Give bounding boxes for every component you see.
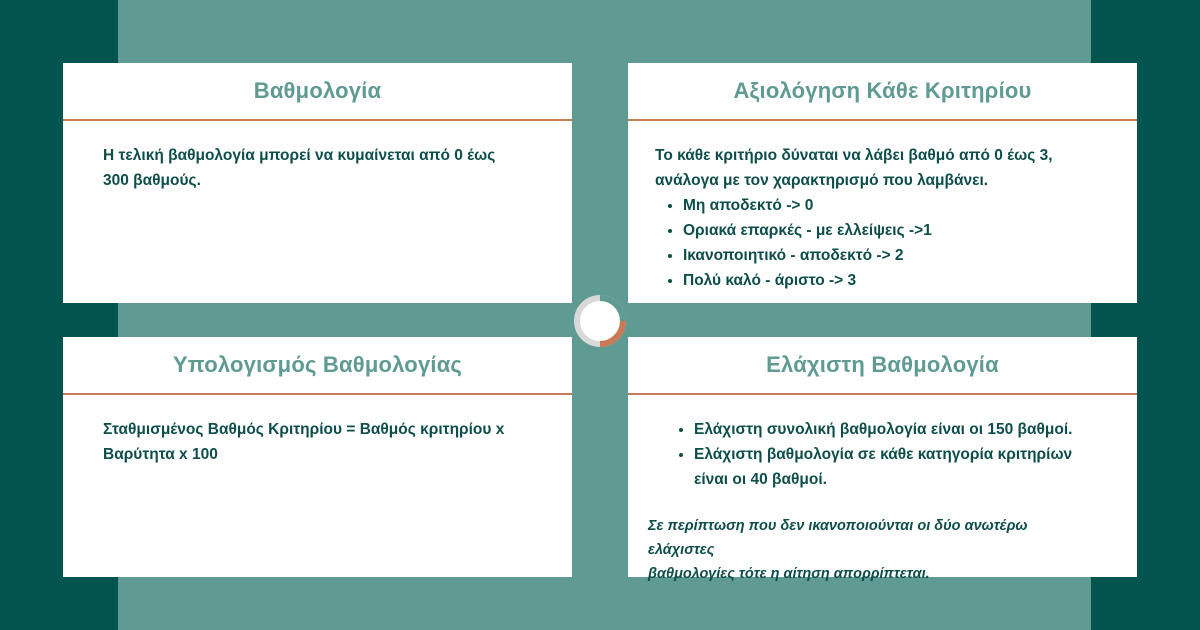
card-calculation-text <box>103 417 512 467</box>
card-calculation-title <box>63 337 572 395</box>
card-criteria-title-text: Αξιολόγηση Κάθε Κριτηρίου <box>733 78 1032 103</box>
card-minimum-body <box>628 395 1137 586</box>
card-criteria-text-line-2: ανάλογα με τον χαρακτηρισμό που λαμβάνει. <box>655 172 989 189</box>
card-minimum-title <box>628 337 1137 395</box>
card-criteria-text-line-1: Το κάθε κριτήριο δύναται να λάβει βαθμό από 0 έως 3, <box>655 147 1053 164</box>
list-item: • Οριακά επαρκές - με ελλείψεις ->1 <box>683 218 1087 243</box>
list-item: • Ικανοποιητικό - αποδεκτό -> 2 <box>683 243 1087 268</box>
minimum-item-2-line-2: είναι οι 40 βαθμοί. <box>694 471 827 488</box>
card-criteria <box>628 63 1137 303</box>
card-calculation <box>63 337 572 577</box>
card-criteria-text <box>655 143 1087 193</box>
note-line-2: βαθμολογίες τότε η αίτηση απορρίπτεται. <box>648 566 930 582</box>
card-criteria-title <box>628 63 1137 121</box>
note-line-1: Σε περίπτωση που δεν ικανοποιούνται οι δύο ανωτέρω ελάχιστες <box>648 518 1028 558</box>
list-item: • Πολύ καλό - άριστο -> 3 <box>683 268 1087 293</box>
card-grading-body <box>63 121 572 193</box>
list-item <box>694 442 1097 492</box>
card-grading-text-line-2: 300 βαθμούς. <box>103 172 201 189</box>
criteria-list <box>655 193 1087 293</box>
card-calculation-text-line-2: Βαρύτητα x 100 <box>103 446 218 463</box>
list-item: • Ελάχιστη συνολική βαθμολογία είναι οι 150 βαθμοί. <box>694 417 1097 442</box>
card-grading-text-line-1: Η τελική βαθμολογία μπορεί να κυμαίνεται από 0 έως <box>103 147 496 164</box>
card-grading-text <box>103 143 512 193</box>
card-minimum-note <box>648 514 1097 586</box>
card-minimum <box>628 337 1137 582</box>
progress-ring-icon <box>571 292 629 350</box>
card-calculation-body <box>63 395 572 467</box>
card-grading-title-text: Βαθμολογία <box>253 78 382 103</box>
card-calculation-title-text: Υπολογισμός Βαθμολογίας <box>172 352 463 377</box>
list-item: • Μη αποδεκτό -> 0 <box>683 193 1087 218</box>
card-grading-title <box>63 63 572 121</box>
card-criteria-body <box>628 121 1137 293</box>
card-minimum-title-text: Ελάχιστη Βαθμολογία <box>766 352 999 377</box>
card-grading <box>63 63 572 303</box>
minimum-list <box>648 417 1097 492</box>
minimum-item-2-line-1: Ελάχιστη βαθμολογία σε κάθε κατηγορία κριτηρίων <box>694 446 1073 463</box>
card-calculation-text-line-1: Σταθμισμένος Βαθμός Κριτηρίου = Βαθμός κριτηρίου x <box>103 421 505 438</box>
